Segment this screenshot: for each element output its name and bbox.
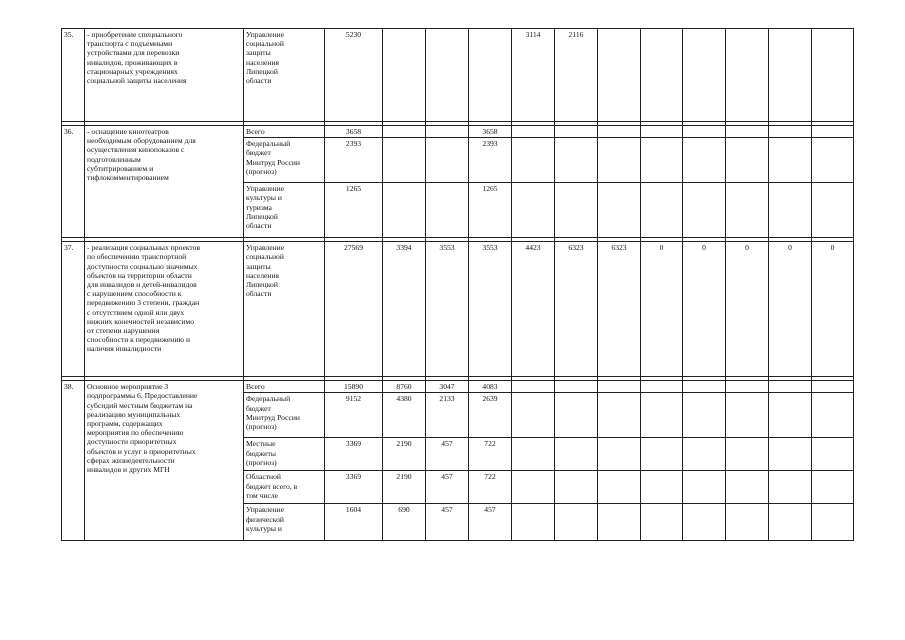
- amount-cell: 3658: [325, 126, 383, 138]
- amount-cell: 1604: [325, 504, 383, 541]
- amount-cell: [812, 381, 854, 393]
- amount-cell: [555, 381, 598, 393]
- amount-cell: [812, 183, 854, 238]
- amount-cell: [641, 29, 683, 122]
- amount-cell: [598, 138, 641, 183]
- amount-cell: 4083: [469, 381, 512, 393]
- amount-cell: [512, 138, 555, 183]
- funding-source: Местные бюджеты (прогноз): [244, 438, 325, 471]
- amount-cell: 2190: [383, 471, 426, 504]
- table-row: [62, 381, 854, 393]
- amount-cell: 9152: [325, 393, 383, 438]
- amount-cell: [726, 138, 769, 183]
- amount-cell: [726, 126, 769, 138]
- amount-cell: [555, 438, 598, 471]
- amount-cell: [641, 183, 683, 238]
- amount-cell: [426, 138, 469, 183]
- amount-cell: [812, 138, 854, 183]
- amount-cell: 722: [469, 438, 512, 471]
- measure-name: - оснащение кинотеатров необходимым оборудованием для осуществления кинопоказов с подготовленным субтитрированием и тифлокомментированием: [85, 126, 244, 238]
- funding-source: Управление социальной защиты населения Липецкой области: [244, 242, 325, 377]
- amount-cell: [598, 471, 641, 504]
- funding-source: Всего: [244, 381, 325, 393]
- amount-cell: 1265: [469, 183, 512, 238]
- amount-cell: [812, 471, 854, 504]
- amount-cell: [812, 126, 854, 138]
- amount-cell: [812, 438, 854, 471]
- amount-cell: [555, 504, 598, 541]
- amount-cell: 457: [426, 504, 469, 541]
- amount-cell: [641, 138, 683, 183]
- row-number: 38.: [62, 381, 85, 541]
- amount-cell: [641, 471, 683, 504]
- amount-cell: [383, 126, 426, 138]
- amount-cell: 0: [641, 242, 683, 377]
- amount-cell: [383, 183, 426, 238]
- amount-cell: [426, 183, 469, 238]
- amount-cell: 2133: [426, 393, 469, 438]
- funding-source: Управление физической культуры и: [244, 504, 325, 541]
- amount-cell: [512, 471, 555, 504]
- row-number: 37.: [62, 242, 85, 377]
- amount-cell: [426, 29, 469, 122]
- amount-cell: [726, 393, 769, 438]
- amount-cell: 4380: [383, 393, 426, 438]
- amount-cell: [555, 126, 598, 138]
- amount-cell: [426, 126, 469, 138]
- amount-cell: [683, 29, 726, 122]
- amount-cell: 457: [426, 471, 469, 504]
- amount-cell: 2190: [383, 438, 426, 471]
- amount-cell: [512, 438, 555, 471]
- funding-source: Федеральный бюджет Минтруд России (прогноз): [244, 138, 325, 183]
- amount-cell: [683, 438, 726, 471]
- amount-cell: [555, 393, 598, 438]
- amount-cell: [641, 381, 683, 393]
- amount-cell: 6323: [555, 242, 598, 377]
- amount-cell: [726, 471, 769, 504]
- amount-cell: 8760: [383, 381, 426, 393]
- amount-cell: [598, 381, 641, 393]
- amount-cell: [641, 504, 683, 541]
- amount-cell: [683, 138, 726, 183]
- amount-cell: [812, 29, 854, 122]
- program-table: [61, 28, 854, 541]
- amount-cell: [726, 183, 769, 238]
- amount-cell: 2393: [469, 138, 512, 183]
- amount-cell: [512, 504, 555, 541]
- amount-cell: [383, 138, 426, 183]
- amount-cell: 3047: [426, 381, 469, 393]
- amount-cell: [726, 438, 769, 471]
- amount-cell: [726, 29, 769, 122]
- table-row: [62, 29, 854, 122]
- amount-cell: [683, 393, 726, 438]
- amount-cell: [469, 29, 512, 122]
- amount-cell: 3369: [325, 438, 383, 471]
- amount-cell: [512, 381, 555, 393]
- amount-cell: [512, 393, 555, 438]
- amount-cell: [555, 183, 598, 238]
- amount-cell: [512, 183, 555, 238]
- amount-cell: [383, 29, 426, 122]
- amount-cell: 3658: [469, 126, 512, 138]
- amount-cell: [812, 393, 854, 438]
- amount-cell: 2393: [325, 138, 383, 183]
- amount-cell: [726, 381, 769, 393]
- funding-source: Управление социальной защиты населения Липецкой области: [244, 29, 325, 122]
- amount-cell: [769, 183, 812, 238]
- amount-cell: 27569: [325, 242, 383, 377]
- table-row: [62, 126, 854, 138]
- amount-cell: [598, 504, 641, 541]
- amount-cell: 0: [726, 242, 769, 377]
- amount-cell: 3394: [383, 242, 426, 377]
- amount-cell: [683, 504, 726, 541]
- amount-cell: [683, 381, 726, 393]
- amount-cell: 457: [469, 504, 512, 541]
- amount-cell: 15890: [325, 381, 383, 393]
- amount-cell: [555, 471, 598, 504]
- amount-cell: [641, 438, 683, 471]
- amount-cell: 0: [683, 242, 726, 377]
- funding-source: Всего: [244, 126, 325, 138]
- amount-cell: 690: [383, 504, 426, 541]
- funding-source: Областной бюджет всего, в том числе: [244, 471, 325, 504]
- amount-cell: [512, 126, 555, 138]
- amount-cell: [555, 138, 598, 183]
- amount-cell: [598, 438, 641, 471]
- amount-cell: 0: [812, 242, 854, 377]
- amount-cell: 722: [469, 471, 512, 504]
- amount-cell: [598, 29, 641, 122]
- amount-cell: 4423: [512, 242, 555, 377]
- amount-cell: [769, 471, 812, 504]
- amount-cell: 2116: [555, 29, 598, 122]
- amount-cell: [683, 126, 726, 138]
- amount-cell: 6323: [598, 242, 641, 377]
- amount-cell: 0: [769, 242, 812, 377]
- amount-cell: [726, 504, 769, 541]
- row-number: 35.: [62, 29, 85, 122]
- amount-cell: 2639: [469, 393, 512, 438]
- amount-cell: [598, 183, 641, 238]
- funding-source: Управление культуры и туризма Липецкой области: [244, 183, 325, 238]
- amount-cell: [598, 126, 641, 138]
- amount-cell: [812, 504, 854, 541]
- measure-name: Основное мероприятие 3 подпрограммы 6. Предоставление субсидий местным бюджетам на реализацию муниципальных программ, содержащих мероприятия по обеспечению доступности приоритетных объектов и услуг в приоритетных сферах жизнедеятельности инвалидов и других МГН: [85, 381, 244, 541]
- funding-source: Федеральный бюджет Минтруд России (прогноз): [244, 393, 325, 438]
- amount-cell: 3553: [469, 242, 512, 377]
- table-row: [62, 242, 854, 377]
- amount-cell: [641, 126, 683, 138]
- amount-cell: [769, 126, 812, 138]
- amount-cell: [769, 504, 812, 541]
- amount-cell: [769, 138, 812, 183]
- amount-cell: 1265: [325, 183, 383, 238]
- measure-name: - реализация социальных проектов по обеспечению транспортной доступности социально значимых объектов на территории области для инвалидов и детей-инвалидов с нарушением способности к передвижению 3 степени, граждан с отсутствием одной или двух нижних конечностей независимо от степени нарушения способности к передвижению и наличия инвалидности: [85, 242, 244, 377]
- amount-cell: 457: [426, 438, 469, 471]
- amount-cell: [769, 393, 812, 438]
- amount-cell: 3369: [325, 471, 383, 504]
- measure-name: - приобретение специального транспорта с подъемными устройствами для перевозки инвалидов, проживающих в стационарных учреждениях социальной защиты населения: [85, 29, 244, 122]
- amount-cell: [769, 381, 812, 393]
- amount-cell: [683, 183, 726, 238]
- amount-cell: [769, 438, 812, 471]
- amount-cell: 3114: [512, 29, 555, 122]
- row-number: 36.: [62, 126, 85, 238]
- amount-cell: [683, 471, 726, 504]
- amount-cell: 3553: [426, 242, 469, 377]
- amount-cell: 5230: [325, 29, 383, 122]
- amount-cell: [598, 393, 641, 438]
- amount-cell: [769, 29, 812, 122]
- amount-cell: [641, 393, 683, 438]
